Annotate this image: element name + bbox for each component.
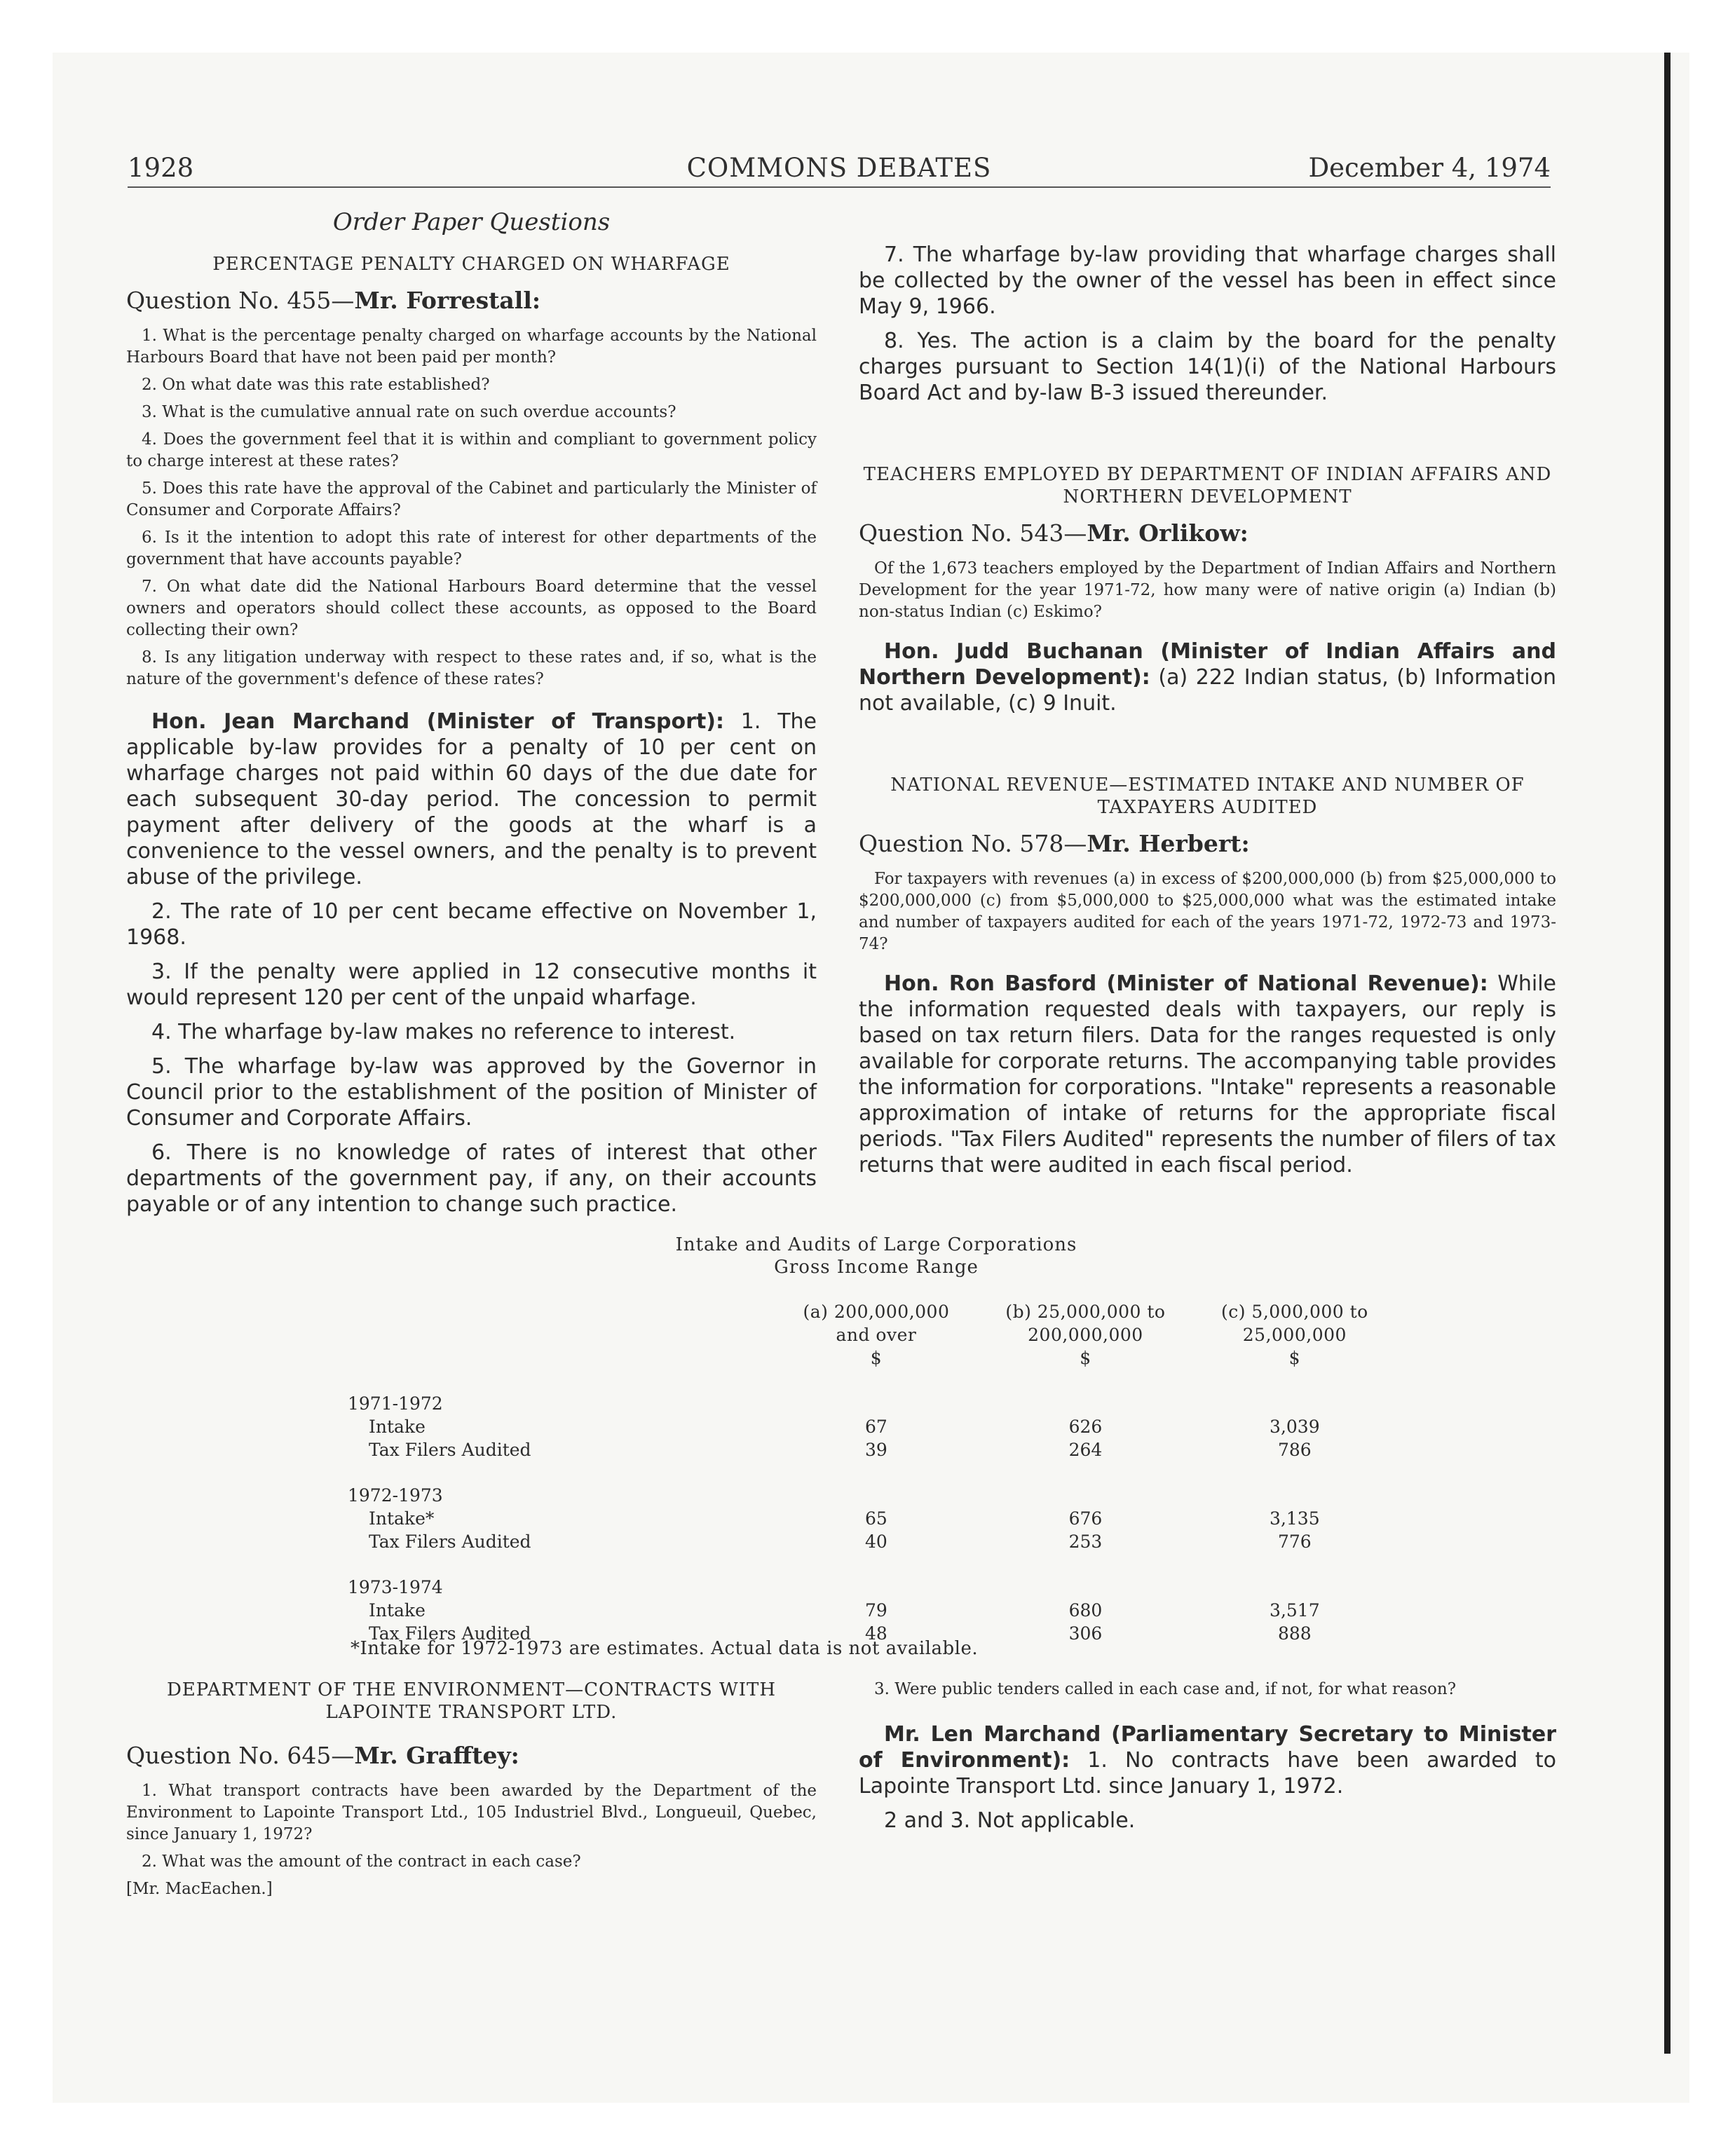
table-cell: 65 bbox=[865, 1508, 887, 1529]
q578-answer bbox=[859, 971, 1556, 1178]
q645-answer bbox=[859, 1721, 1556, 1799]
q645-heading: DEPARTMENT OF THE ENVIRONMENT—CONTRACTS WITH LAPOINTE TRANSPORT LTD. bbox=[166, 1679, 777, 1723]
table-cell: 776 bbox=[1277, 1531, 1312, 1552]
table-cell: 3,517 bbox=[1270, 1600, 1320, 1621]
row-label: Tax Filers Audited bbox=[369, 1440, 531, 1460]
answer-speaker: Hon. Jean Marchand (Minister of Transport): bbox=[151, 709, 724, 734]
table-year-row bbox=[348, 1461, 1399, 1507]
answer-text: 1. The applicable by-law provides for a penalty of 10 per cent on wharfage charges not paid within 60 days of the due date for each subsequent 30-day period. The concession to permit payment after delivery of the goods at the wharf is a convenience to the vessel owners, and the penalty is to prevent abuse of the privilege. bbox=[126, 709, 817, 889]
q543-heading: TEACHERS EMPLOYED BY DEPARTMENT OF INDIAN AFFAIRS AND NORTHERN DEVELOPMENT bbox=[863, 464, 1552, 507]
answer-text: While the information requested deals with taxpayers, our reply is based on tax return filers. Data for the ranges requested is only available for corporate returns. The accompanying table provides the information for corporations. "Intake" represents a reasonable approximation of intake of returns for the appropriate fiscal periods. "Tax Filers Audited" represents the number of filers of tax returns that were audited in each fiscal period. bbox=[859, 971, 1556, 1178]
q455-answer: 5. The wharfage by-law was approved by the Governor in Council prior to the establishment of the position of Minister of Consumer and Corporate Affairs. bbox=[126, 1054, 817, 1131]
table-cell: 3,135 bbox=[1270, 1508, 1320, 1529]
table-cell: 48 bbox=[865, 1623, 887, 1644]
intake-audits-table bbox=[348, 1300, 1399, 1645]
q645-item: 1. What transport contracts have been awarded by the Department of the Environment to Lapointe Transport Ltd., 105 Industriel Blvd., Longueuil, Quebec, since January 1, 1972? bbox=[126, 1782, 817, 1843]
table-cell: 67 bbox=[865, 1417, 887, 1437]
question-asker: Mr. Grafftey: bbox=[354, 1742, 519, 1769]
q455-answer-continued: 8. Yes. The action is a claim by the board for the penalty charges pursuant to Section 14(1)(i) of the National Harbours Board Act and by-law B-3 issued thereunder. bbox=[859, 329, 1556, 405]
table-cell: 888 bbox=[1277, 1623, 1312, 1644]
right-column bbox=[859, 242, 1556, 1187]
row-label: Intake bbox=[369, 1600, 426, 1621]
q455-item: 8. Is any litigation underway with respect to these rates and, if so, what is the nature of the government's defence of these rates? bbox=[126, 648, 817, 688]
question-asker: Mr. Forrestall: bbox=[354, 287, 541, 314]
q455-item: 2. On what date was this rate established? bbox=[142, 376, 490, 394]
bottom-left-column bbox=[126, 1679, 817, 1906]
table-row bbox=[348, 1599, 1399, 1622]
section-title: Order Paper Questions bbox=[332, 208, 611, 236]
table-cell: 253 bbox=[1068, 1531, 1103, 1552]
table-caption bbox=[473, 1234, 1279, 1278]
row-label: Intake bbox=[369, 1417, 426, 1437]
q455-answer: 2. The rate of 10 per cent became effective on November 1, 1968. bbox=[126, 899, 817, 950]
answer-speaker: Hon. Ron Basford (Minister of National Revenue): bbox=[884, 971, 1488, 996]
year-label: 1973-1974 bbox=[348, 1577, 443, 1597]
column-header: (a) 200,000,000 and over $ bbox=[803, 1302, 950, 1368]
q543-question: Of the 1,673 teachers employed by the Department of Indian Affairs and Northern Development for the year 1971-72, how many were of native origin (a) Indian (b) non-status Indian (c) Eskimo? bbox=[859, 559, 1556, 621]
answer-speaker: Hon. Judd Buchanan (Minister of Indian Affairs and Northern Development): bbox=[859, 639, 1556, 690]
q455-question-line bbox=[126, 287, 817, 314]
q455-answer: 3. If the penalty were applied in 12 consecutive months it would represent 120 per cent of the unpaid wharfage. bbox=[126, 960, 817, 1010]
intake-audits-table-block bbox=[348, 1234, 1402, 1644]
question-label: Question No. 455— bbox=[126, 287, 355, 314]
q455-answer-continued: 7. The wharfage by-law providing that wharfage charges shall be collected by the owner of the vessel has been in effect since May 9, 1966. bbox=[859, 243, 1556, 319]
row-label: Tax Filers Audited bbox=[369, 1531, 531, 1552]
table-cell: 3,039 bbox=[1270, 1417, 1320, 1437]
q578-heading: NATIONAL REVENUE—ESTIMATED INTAKE AND NUMBER OF TAXPAYERS AUDITED bbox=[890, 775, 1525, 818]
column-header: (c) 5,000,000 to 25,000,000 $ bbox=[1220, 1302, 1368, 1368]
table-subtitle: Gross Income Range bbox=[774, 1257, 979, 1278]
q543-answer bbox=[859, 639, 1556, 716]
q455-item: 6. Is it the intention to adopt this rate of interest for other departments of the government that have accounts payable? bbox=[126, 528, 817, 568]
q645-item: 3. Were public tenders called in each case and, if not, for what reason? bbox=[874, 1680, 1457, 1698]
page-header bbox=[128, 153, 1551, 188]
q455-item: 1. What is the percentage penalty charged on wharfage accounts by the National Harbours Board that have not been paid per month? bbox=[126, 327, 817, 367]
answer-text: 1. No contracts have been awarded to Lapointe Transport Ltd. since January 1, 1972. bbox=[859, 1748, 1556, 1799]
table-cell: 79 bbox=[865, 1600, 887, 1621]
table-row bbox=[348, 1415, 1399, 1438]
year-label: 1972-1973 bbox=[348, 1485, 443, 1506]
q455-item: 5. Does this rate have the approval of the Cabinet and particularly the Minister of Consumer and Corporate Affairs? bbox=[126, 479, 817, 519]
q455-answer-paragraph bbox=[126, 709, 817, 890]
question-label: Question No. 645— bbox=[126, 1742, 355, 1769]
q455-item: 4. Does the government feel that it is within and compliant to government policy to charge interest at these rates? bbox=[126, 430, 817, 470]
q455-heading: PERCENTAGE PENALTY CHARGED ON WHARFAGE bbox=[212, 254, 730, 275]
table-row bbox=[348, 1438, 1399, 1461]
q645-answer: 2 and 3. Not applicable. bbox=[884, 1808, 1136, 1833]
journal-title: COMMONS DEBATES bbox=[686, 153, 992, 183]
table-row bbox=[348, 1507, 1399, 1530]
table-footnote: *Intake for 1972-1973 are estimates. Actual data is not available. bbox=[351, 1638, 979, 1659]
question-asker: Mr. Herbert: bbox=[1087, 830, 1250, 857]
table-header-row bbox=[348, 1300, 1399, 1370]
q455-answer: 4. The wharfage by-law makes no reference to interest. bbox=[151, 1020, 736, 1044]
bottom-right-column bbox=[859, 1679, 1556, 1842]
q645-question-line bbox=[126, 1742, 817, 1769]
answer-speaker: Mr. Len Marchand (Parliamentary Secretary to Minister of Environment): bbox=[859, 1722, 1556, 1773]
q578-question-line bbox=[859, 830, 1556, 857]
row-label: Tax Filers Audited bbox=[369, 1623, 531, 1644]
q455-item: 3. What is the cumulative annual rate on such overdue accounts? bbox=[142, 403, 676, 421]
table-cell: 39 bbox=[865, 1440, 887, 1460]
question-label: Question No. 543— bbox=[859, 519, 1087, 547]
question-label: Question No. 578— bbox=[859, 830, 1087, 857]
q645-item: 2. What was the amount of the contract in each case? bbox=[142, 1853, 581, 1871]
table-cell: 626 bbox=[1068, 1417, 1103, 1437]
row-label: Intake* bbox=[369, 1508, 435, 1529]
table-cell: 786 bbox=[1277, 1440, 1312, 1460]
table-row bbox=[348, 1530, 1399, 1553]
question-asker: Mr. Orlikow: bbox=[1087, 519, 1248, 547]
page-number: 1928 bbox=[128, 153, 194, 183]
attribution: [Mr. MacEachen.] bbox=[126, 1880, 273, 1898]
table-cell: 306 bbox=[1068, 1623, 1103, 1644]
column-header: (b) 25,000,000 to 200,000,000 $ bbox=[1005, 1302, 1166, 1368]
q578-question: For taxpayers with revenues (a) in excess of $200,000,000 (b) from $25,000,000 to $200,000,000 (c) from $5,000,000 to $25,000,000 what was the estimated intake and number of taxpayers audited for each of the years 1971-72, 1972-73 and 1973-74? bbox=[859, 870, 1556, 953]
issue-date: December 4, 1974 bbox=[1308, 153, 1551, 183]
table-cell: 676 bbox=[1068, 1508, 1103, 1529]
left-column bbox=[126, 200, 817, 1226]
q455-item: 7. On what date did the National Harbours Board determine that the vessel owners and operators should collect these accounts, as opposed to the Board collecting their own? bbox=[126, 578, 817, 639]
header-rule bbox=[128, 186, 1551, 188]
table-title: Intake and Audits of Large Corporations bbox=[675, 1234, 1077, 1255]
page-edge-shadow bbox=[1664, 53, 1671, 2054]
table-year-row bbox=[348, 1553, 1399, 1599]
q543-question-line bbox=[859, 519, 1556, 547]
table-cell: 40 bbox=[865, 1531, 887, 1552]
table-cell: 264 bbox=[1068, 1440, 1103, 1460]
year-label: 1971-1972 bbox=[348, 1393, 443, 1414]
answer-text: (a) 222 Indian status, (b) Information not available, (c) 9 Inuit. bbox=[859, 665, 1557, 716]
table-cell: 680 bbox=[1068, 1600, 1103, 1621]
q455-answer: 6. There is no knowledge of rates of interest that other departments of the government pay, if any, on their accounts payable or of any intention to change such practice. bbox=[126, 1140, 817, 1217]
table-year-row bbox=[348, 1370, 1399, 1415]
